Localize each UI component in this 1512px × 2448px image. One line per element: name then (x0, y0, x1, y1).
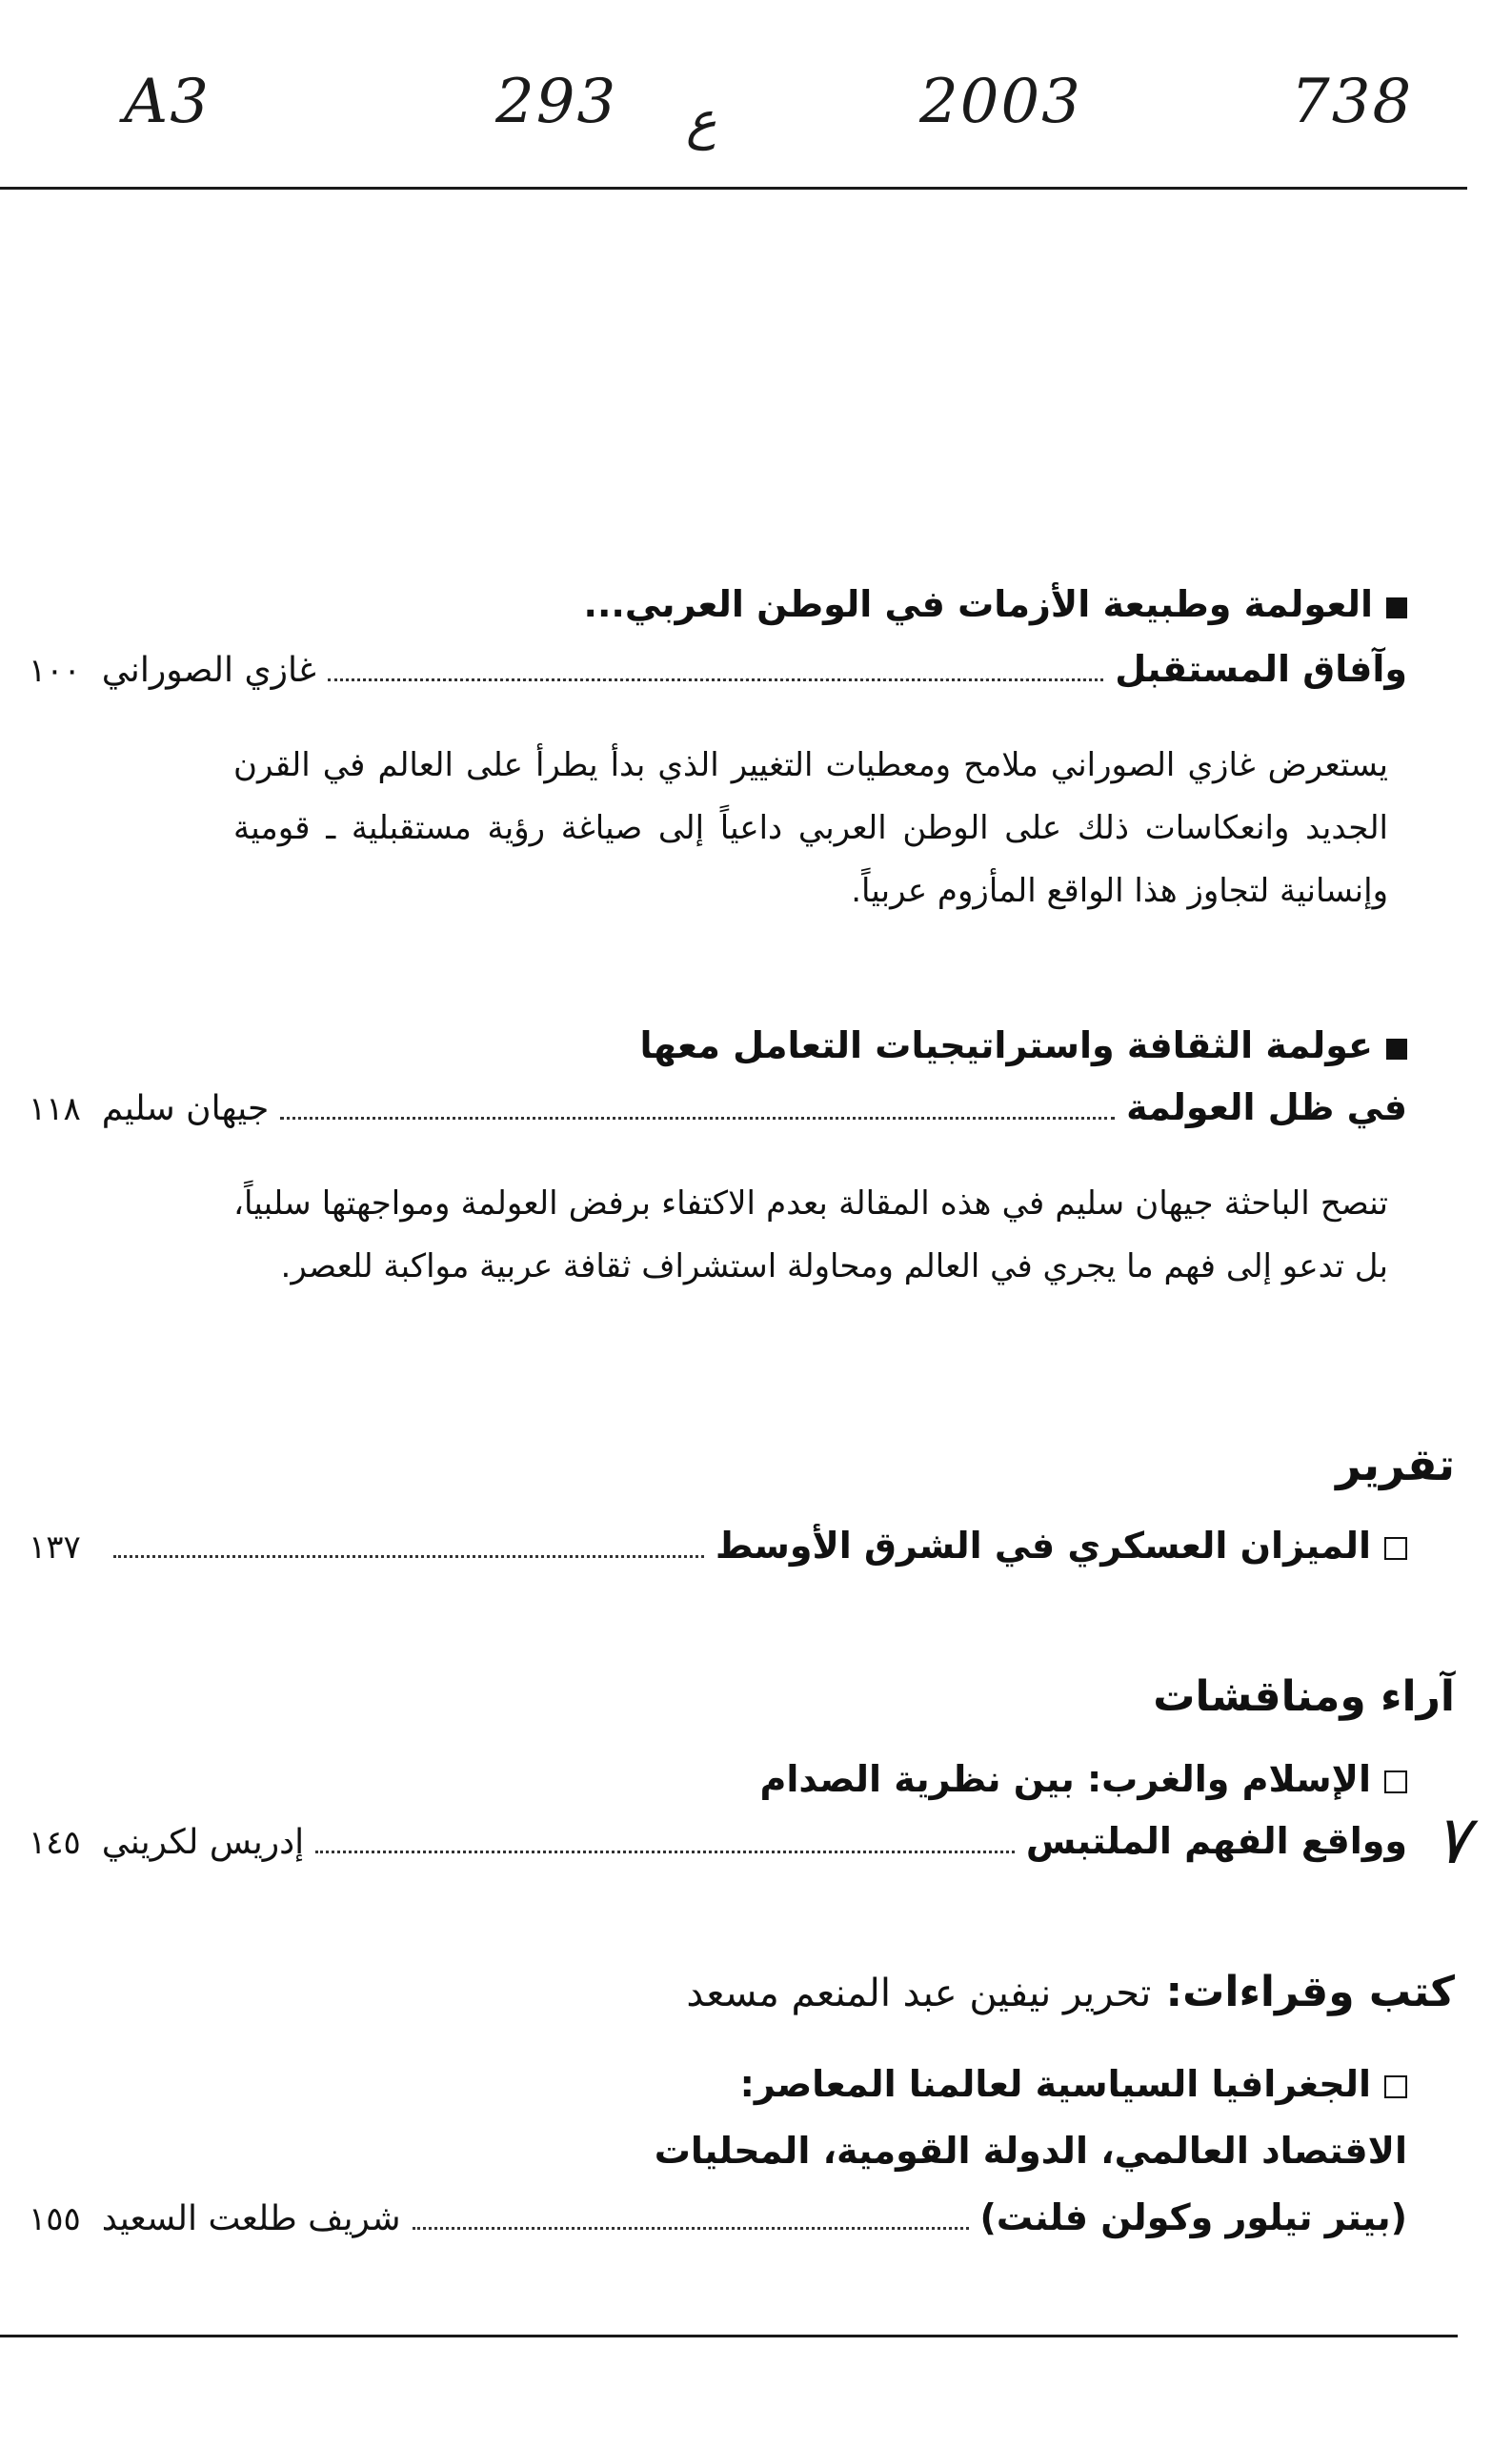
report-row (29, 1525, 1407, 1567)
article-1-title-line1: العولمة وطبيعة الأزمات في الوطن العربي... (584, 583, 1407, 625)
dot-leader (280, 1117, 1115, 1120)
books-editor: تحرير نيفين عبد المنعم مسعد (686, 1972, 1152, 2015)
top-rule (0, 187, 1467, 190)
books-title-line2: الاقتصاد العالمي، الدولة القومية، المحليات (654, 2130, 1407, 2172)
books-title-line3: (بيتر تيلور وكولن فلنت) (979, 2196, 1407, 2238)
books-heading: كتب وقراءات: (1165, 1968, 1455, 2016)
article-1-summary: يستعرض غازي الصوراني ملامح ومعطيات التغيير الذي بدأ يطرأ على العالم في القرن الجديد وانعكاسات ذلك على الوطن العربي داعياً إلى صياغة رؤية مستقبلية ـ قومية وإنسانية لتجاوز هذا الواقع المأزوم عربياً. (233, 746, 1388, 910)
article-2-title-line2: في ظل العولمة (1126, 1086, 1407, 1128)
handwritten-year: 2003 (919, 67, 1082, 137)
handwritten-738: 738 (1291, 67, 1414, 137)
handwritten-margin-mark: ٧ (1434, 1801, 1470, 1879)
filled-square-icon (1386, 1039, 1407, 1060)
empty-square-icon (1384, 1537, 1407, 1560)
bottom-rule (0, 2335, 1458, 2337)
empty-square-icon (1384, 1770, 1407, 1793)
article-2-author: جيهان سليم (101, 1089, 270, 1128)
books-heading-row (686, 1968, 1455, 2016)
article-1-page-number: ١٠٠ (29, 652, 81, 690)
filled-square-icon (1386, 597, 1407, 618)
books-page-number: ١٥٥ (29, 2200, 81, 2238)
opinions-title-row (29, 1820, 1407, 1862)
article-2-title-row (29, 1086, 1407, 1128)
opinions-author: إدريس لكريني (101, 1823, 305, 1862)
report-title: الميزان العسكري في الشرق الأوسط (715, 1525, 1371, 1567)
report-page-number: ١٣٧ (29, 1528, 81, 1567)
article-2-page-number: ١١٨ (29, 1090, 81, 1128)
handwritten-a3: A3 (124, 67, 211, 137)
dot-leader (315, 1851, 1015, 1853)
books-author: شريف طلعت السعيد (101, 2199, 401, 2238)
opinions-title-line2: وواقع الفهم الملتبس (1025, 1820, 1407, 1862)
article-2-title-line1: عولمة الثقافة واستراتيجيات التعامل معها (640, 1024, 1407, 1066)
dot-leader (113, 1555, 704, 1558)
article-2-summary: تنصح الباحثة جيهان سليم في هذه المقالة بعدم الاكتفاء برفض العولمة ومواجهتها سلبياً، بل تدعو إلى فهم ما يجري في العالم ومحاولة استشراف ثقافة عربية مواكبة للعصر. (233, 1184, 1388, 1285)
books-title-row (29, 2196, 1407, 2238)
opinions-title-line1: الإسلام والغرب: بين نظرية الصدام (760, 1758, 1407, 1800)
dot-leader (328, 678, 1103, 681)
books-title-line1: الجغرافيا السياسية لعالمنا المعاصر: (740, 2063, 1407, 2105)
handwritten-ain: ع (686, 91, 717, 151)
report-heading: تقرير (1336, 1439, 1455, 1490)
article-1-title-line2: وآفاق المستقبل (1115, 648, 1407, 690)
dot-leader (413, 2227, 969, 2230)
article-1-title-row (29, 648, 1407, 690)
article-1-author: غازي الصوراني (101, 651, 316, 690)
opinions-heading: آراء ومناقشات (1153, 1672, 1455, 1721)
empty-square-icon (1384, 2075, 1407, 2098)
opinions-page-number: ١٤٥ (29, 1824, 81, 1862)
handwritten-293: 293 (495, 67, 618, 137)
